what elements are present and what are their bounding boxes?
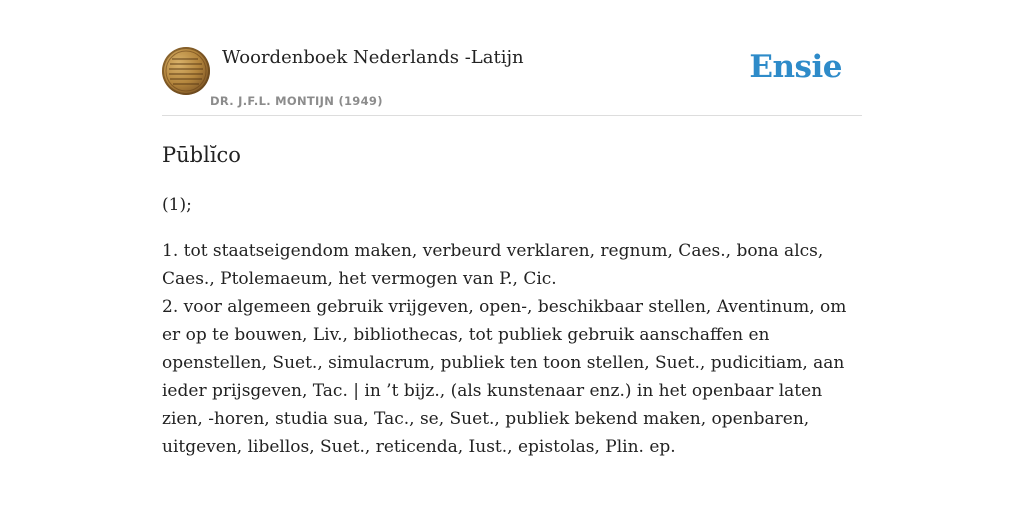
definition-sense: 2. voor algemeen gebruik vrijgeven, open-, beschikbaar stellen, Aventinum, om er op te bouwen, Liv., bibliothecas, tot publiek gebruik aanschaffen en openstellen, Suet., simulacrum, publiek ten toon stellen, Suet., pudicitiam, aan ieder prijsgeven, Tac. | in ’t bijz., (als kunstenaar enz.) in het openbaar laten zien, -horen, studia sua, Tac., se, Suet., publiek bekend maken, openbaren, uitgeven, libellos, Suet., reticenda, Iust., epistolas, Plin. ep. xyxy=(162,297,847,457)
coin-logo-icon[interactable] xyxy=(162,47,210,95)
definition-sense: 1. tot staatseigendom maken, verbeurd verklaren, regnum, Caes., bona alcs, Caes., Ptolemaeum, het vermogen van P., Cic. xyxy=(162,241,824,289)
entry-card xyxy=(162,40,862,461)
brand-logo[interactable]: Ensie xyxy=(749,49,842,85)
entry-headword: Pūblĭco xyxy=(162,143,241,167)
book-title[interactable]: Woordenboek Nederlands -Latijn xyxy=(222,47,524,68)
book-author: DR. J.F.L. MONTIJN (1949) xyxy=(210,94,383,108)
entry-intro: (1); xyxy=(162,195,192,215)
entry-definition xyxy=(162,237,862,461)
entry-header xyxy=(162,40,862,116)
